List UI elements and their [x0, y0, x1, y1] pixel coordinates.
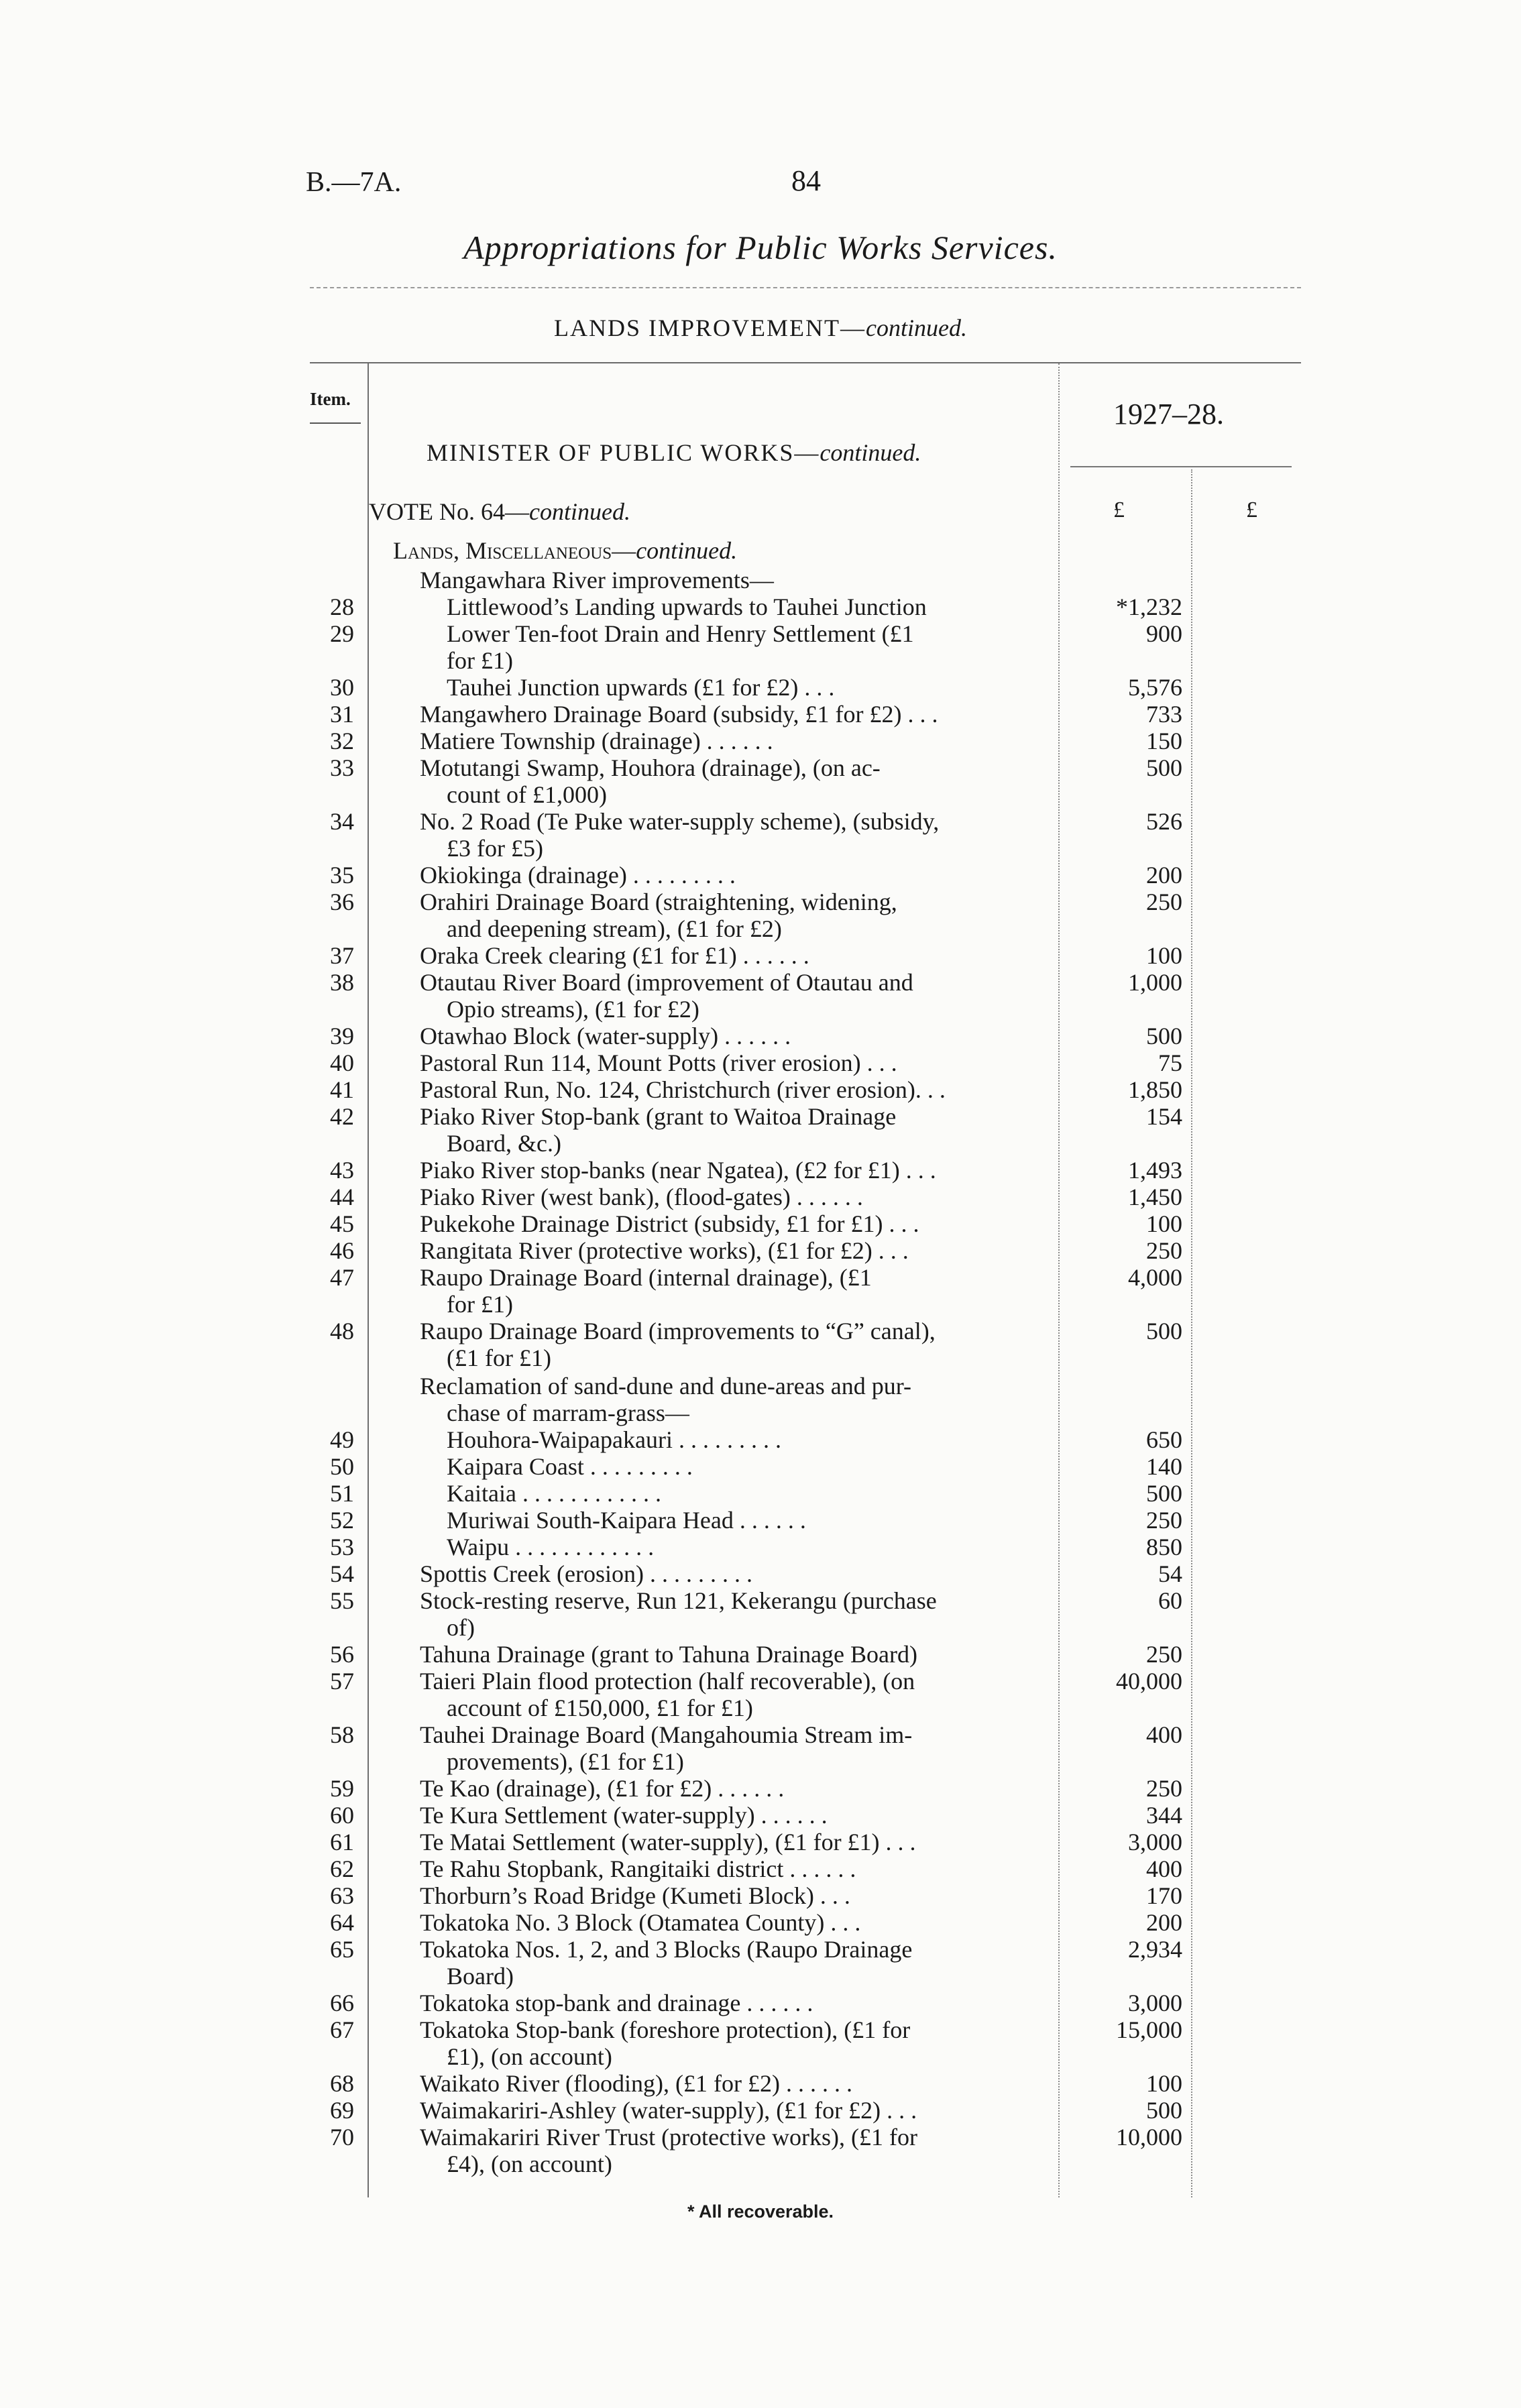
- item-amount: 250: [1146, 1507, 1182, 1534]
- item-amount: 2,934: [1128, 1936, 1182, 1963]
- item-number: 34: [330, 808, 354, 835]
- item-number: 47: [330, 1264, 354, 1291]
- vote-heading-cont: continued.: [528, 498, 630, 525]
- item-number: 51: [330, 1480, 354, 1507]
- item-description: Te Kura Settlement (water-supply) . . . . . .: [420, 1802, 828, 1829]
- item-amount: 200: [1146, 1909, 1182, 1936]
- item-description-cont: (£1 for £1): [447, 1344, 551, 1371]
- second-amount-column-divider: [1191, 469, 1192, 2197]
- item-number: 46: [330, 1237, 354, 1264]
- item-description-cont: £4), (on account): [447, 2151, 612, 2177]
- item-number: 37: [330, 942, 354, 969]
- item-number: 70: [330, 2124, 354, 2151]
- item-number: 41: [330, 1076, 354, 1103]
- item-number: 42: [330, 1103, 354, 1130]
- item-number: 36: [330, 888, 354, 915]
- item-description: Tokatoka Stop-bank (foreshore protection), (£1 for: [420, 2016, 911, 2043]
- item-number: 43: [330, 1157, 354, 1184]
- item-description: Piako River (west bank), (flood-gates) . . . . . .: [420, 1184, 863, 1210]
- item-amount: 1,450: [1128, 1184, 1182, 1210]
- item-description-cont: for £1): [447, 1291, 513, 1318]
- section-title-cont: continued.: [866, 314, 967, 341]
- item-number: 66: [330, 1990, 354, 2016]
- item-description: Tokatoka No. 3 Block (Otamatea County) . . .: [420, 1909, 861, 1936]
- item-amount: 200: [1146, 862, 1182, 888]
- item-column-divider: [368, 363, 369, 2197]
- item-number: 63: [330, 1882, 354, 1909]
- page-title: Appropriations for Public Works Services.: [463, 229, 1058, 266]
- item-number: 69: [330, 2097, 354, 2124]
- item-description-cont: £1), (on account): [447, 2043, 612, 2070]
- item-description: Matiere Township (drainage) . . . . . .: [420, 728, 773, 754]
- item-description: Thorburn’s Road Bridge (Kumeti Block) . . .: [420, 1882, 850, 1909]
- item-description: Waimakariri-Ashley (water-supply), (£1 for £2) . . .: [420, 2097, 917, 2124]
- currency-symbol-total: £: [1246, 498, 1257, 522]
- item-description: Tauhei Drainage Board (Mangahoumia Stream im-: [420, 1721, 913, 1748]
- item-amount: 250: [1146, 1237, 1182, 1264]
- item-description: Waipu . . . . . . . . . . . .: [447, 1534, 655, 1560]
- item-number: 39: [330, 1023, 354, 1049]
- item-number: 45: [330, 1210, 354, 1237]
- group-heading-reclamation-cont: chase of marram-grass—: [447, 1399, 689, 1426]
- amount-column-divider: [1058, 363, 1060, 2197]
- item-number: 38: [330, 969, 354, 996]
- item-amount: 140: [1146, 1453, 1182, 1480]
- item-description: Okiokinga (drainage) . . . . . . . . .: [420, 862, 736, 888]
- minister-heading-text: MINISTER OF PUBLIC WORKS—: [427, 439, 820, 466]
- document-reference: B.—7A.: [306, 167, 402, 198]
- item-amount: 60: [1158, 1587, 1182, 1614]
- item-amount: 733: [1146, 701, 1182, 728]
- minister-heading: [427, 439, 921, 467]
- item-description: Tokatoka Nos. 1, 2, and 3 Blocks (Raupo Drainage: [420, 1936, 913, 1963]
- item-description-cont: Board): [447, 1963, 514, 1990]
- item-amount: *1,232: [1116, 593, 1182, 620]
- item-description: Piako River Stop-bank (grant to Waitoa Drainage: [420, 1103, 897, 1130]
- item-amount: 400: [1146, 1721, 1182, 1748]
- item-description: Pastoral Run 114, Mount Potts (river erosion) . . .: [420, 1049, 897, 1076]
- title-rule: [310, 287, 1301, 288]
- item-amount: 100: [1146, 942, 1182, 969]
- item-number: 57: [330, 1668, 354, 1695]
- item-number: 32: [330, 728, 354, 754]
- item-number: 68: [330, 2070, 354, 2097]
- table-top-rule: [310, 362, 1301, 363]
- vote-heading: [369, 498, 630, 526]
- section-title-text: LANDS IMPROVEMENT—: [554, 314, 866, 341]
- item-description: Otawhao Block (water-supply) . . . . . .: [420, 1023, 791, 1049]
- item-number: 35: [330, 862, 354, 888]
- item-description-cont: £3 for £5): [447, 835, 543, 862]
- item-amount: 526: [1146, 808, 1182, 835]
- item-description: Te Rahu Stopbank, Rangitaiki district . . . . . .: [420, 1855, 856, 1882]
- item-description: Motutangi Swamp, Houhora (drainage), (on ac-: [420, 754, 881, 781]
- item-amount: 15,000: [1116, 2016, 1182, 2043]
- item-number: 58: [330, 1721, 354, 1748]
- item-description-cont: provements), (£1 for £1): [447, 1748, 684, 1775]
- item-number: 61: [330, 1829, 354, 1855]
- item-number: 56: [330, 1641, 354, 1668]
- item-column-header: Item.: [310, 389, 351, 409]
- item-amount: 500: [1146, 1318, 1182, 1344]
- item-description: Orahiri Drainage Board (straightening, widening,: [420, 888, 897, 915]
- item-description-cont: and deepening stream), (£1 for £2): [447, 915, 782, 942]
- item-amount: 250: [1146, 1775, 1182, 1802]
- item-number: 54: [330, 1560, 354, 1587]
- item-amount: 500: [1146, 1480, 1182, 1507]
- subhead-cont: continued.: [636, 537, 738, 564]
- item-description: Rangitata River (protective works), (£1 for £2) . . .: [420, 1237, 909, 1264]
- item-amount: 100: [1146, 1210, 1182, 1237]
- footnote: * All recoverable.: [687, 2201, 834, 2222]
- item-description: Houhora-Waipapakauri . . . . . . . . .: [447, 1426, 781, 1453]
- item-number: 31: [330, 701, 354, 728]
- item-amount: 250: [1146, 888, 1182, 915]
- item-number: 30: [330, 674, 354, 701]
- item-description: Mangawhero Drainage Board (subsidy, £1 for £2) . . .: [420, 701, 938, 728]
- item-number: 44: [330, 1184, 354, 1210]
- item-number: 59: [330, 1775, 354, 1802]
- item-number: 49: [330, 1426, 354, 1453]
- item-amount: 75: [1158, 1049, 1182, 1076]
- item-amount: 40,000: [1116, 1668, 1182, 1695]
- subhead-lands-miscellaneous: [393, 536, 737, 565]
- item-description: Raupo Drainage Board (improvements to “G” canal),: [420, 1318, 936, 1344]
- item-number: 65: [330, 1936, 354, 1963]
- item-description: Pastoral Run, No. 124, Christchurch (river erosion). . .: [420, 1076, 946, 1103]
- item-amount: 400: [1146, 1855, 1182, 1882]
- item-description: Muriwai South-Kaipara Head . . . . . .: [447, 1507, 806, 1534]
- item-description-cont: count of £1,000): [447, 781, 607, 808]
- item-number: 55: [330, 1587, 354, 1614]
- item-description: Taieri Plain flood protection (half recoverable), (on: [420, 1668, 915, 1695]
- item-description: Piako River stop-banks (near Ngatea), (£2 for £1) . . .: [420, 1157, 936, 1184]
- item-amount: 900: [1146, 620, 1182, 647]
- item-number: 67: [330, 2016, 354, 2043]
- item-amount: 650: [1146, 1426, 1182, 1453]
- group-heading-reclamation: Reclamation of sand-dune and dune-areas and pur-: [420, 1373, 911, 1399]
- item-amount: 500: [1146, 754, 1182, 781]
- item-number: 28: [330, 593, 354, 620]
- item-description: Oraka Creek clearing (£1 for £1) . . . . . .: [420, 942, 809, 969]
- item-amount: 170: [1146, 1882, 1182, 1909]
- item-amount: 850: [1146, 1534, 1182, 1560]
- item-description: Kaitaia . . . . . . . . . . . .: [447, 1480, 661, 1507]
- item-number: 29: [330, 620, 354, 647]
- item-amount: 250: [1146, 1641, 1182, 1668]
- item-description: Waikato River (flooding), (£1 for £2) . . . . . .: [420, 2070, 852, 2097]
- item-description: Tauhei Junction upwards (£1 for £2) . . .: [447, 674, 835, 701]
- year-header: 1927–28.: [1113, 398, 1224, 431]
- item-amount: 154: [1146, 1103, 1182, 1130]
- item-description: Waimakariri River Trust (protective works), (£1 for: [420, 2124, 917, 2151]
- item-description: Spottis Creek (erosion) . . . . . . . . .: [420, 1560, 752, 1587]
- item-amount: 5,576: [1128, 674, 1182, 701]
- item-number: 53: [330, 1534, 354, 1560]
- item-description: Te Matai Settlement (water-supply), (£1 for £1) . . .: [420, 1829, 916, 1855]
- year-header-rule: [1070, 466, 1292, 467]
- item-description: Kaipara Coast . . . . . . . . .: [447, 1453, 693, 1480]
- item-number: 64: [330, 1909, 354, 1936]
- item-description-cont: account of £150,000, £1 for £1): [447, 1695, 753, 1721]
- item-number: 62: [330, 1855, 354, 1882]
- item-description-cont: of): [447, 1614, 475, 1641]
- item-amount: 150: [1146, 728, 1182, 754]
- item-amount: 54: [1158, 1560, 1182, 1587]
- item-amount: 344: [1146, 1802, 1182, 1829]
- item-amount: 4,000: [1128, 1264, 1182, 1291]
- group-heading-mangawhara: Mangawhara River improvements—: [420, 567, 774, 593]
- currency-symbol: £: [1113, 498, 1125, 522]
- item-description-cont: for £1): [447, 647, 513, 674]
- vote-heading-text: VOTE No. 64—: [369, 498, 529, 525]
- item-amount: 1,493: [1128, 1157, 1182, 1184]
- item-description: Pukekohe Drainage District (subsidy, £1 for £1) . . .: [420, 1210, 919, 1237]
- item-header-rule: [310, 422, 361, 424]
- item-description: No. 2 Road (Te Puke water-supply scheme), (subsidy,: [420, 808, 940, 835]
- item-number: 48: [330, 1318, 354, 1344]
- item-description: Otautau River Board (improvement of Otautau and: [420, 969, 913, 996]
- item-description: Tokatoka stop-bank and drainage . . . . . .: [420, 1990, 813, 2016]
- item-number: 33: [330, 754, 354, 781]
- item-number: 60: [330, 1802, 354, 1829]
- item-description: Lower Ten-foot Drain and Henry Settlement (£1: [447, 620, 914, 647]
- item-amount: 3,000: [1128, 1990, 1182, 2016]
- section-title: [0, 314, 1521, 342]
- item-amount: 100: [1146, 2070, 1182, 2097]
- subhead-text: Lands, Miscellaneous—: [393, 537, 636, 564]
- item-amount: 500: [1146, 1023, 1182, 1049]
- item-description-cont: Opio streams), (£1 for £2): [447, 996, 699, 1023]
- item-description: Te Kao (drainage), (£1 for £2) . . . . . .: [420, 1775, 785, 1802]
- page-number: 84: [791, 164, 821, 197]
- item-description: Littlewood’s Landing upwards to Tauhei Junction: [447, 593, 927, 620]
- item-amount: 3,000: [1128, 1829, 1182, 1855]
- item-number: 52: [330, 1507, 354, 1534]
- item-number: 40: [330, 1049, 354, 1076]
- item-amount: 500: [1146, 2097, 1182, 2124]
- item-description: Tahuna Drainage (grant to Tahuna Drainage Board): [420, 1641, 917, 1668]
- item-amount: 1,850: [1128, 1076, 1182, 1103]
- item-number: 50: [330, 1453, 354, 1480]
- item-description: Stock-resting reserve, Run 121, Kekerangu (purchase: [420, 1587, 937, 1614]
- item-description: Raupo Drainage Board (internal drainage), (£1: [420, 1264, 872, 1291]
- item-description-cont: Board, &c.): [447, 1130, 561, 1157]
- item-amount: 1,000: [1128, 969, 1182, 996]
- item-amount: 10,000: [1116, 2124, 1182, 2151]
- minister-heading-cont: continued.: [820, 439, 921, 466]
